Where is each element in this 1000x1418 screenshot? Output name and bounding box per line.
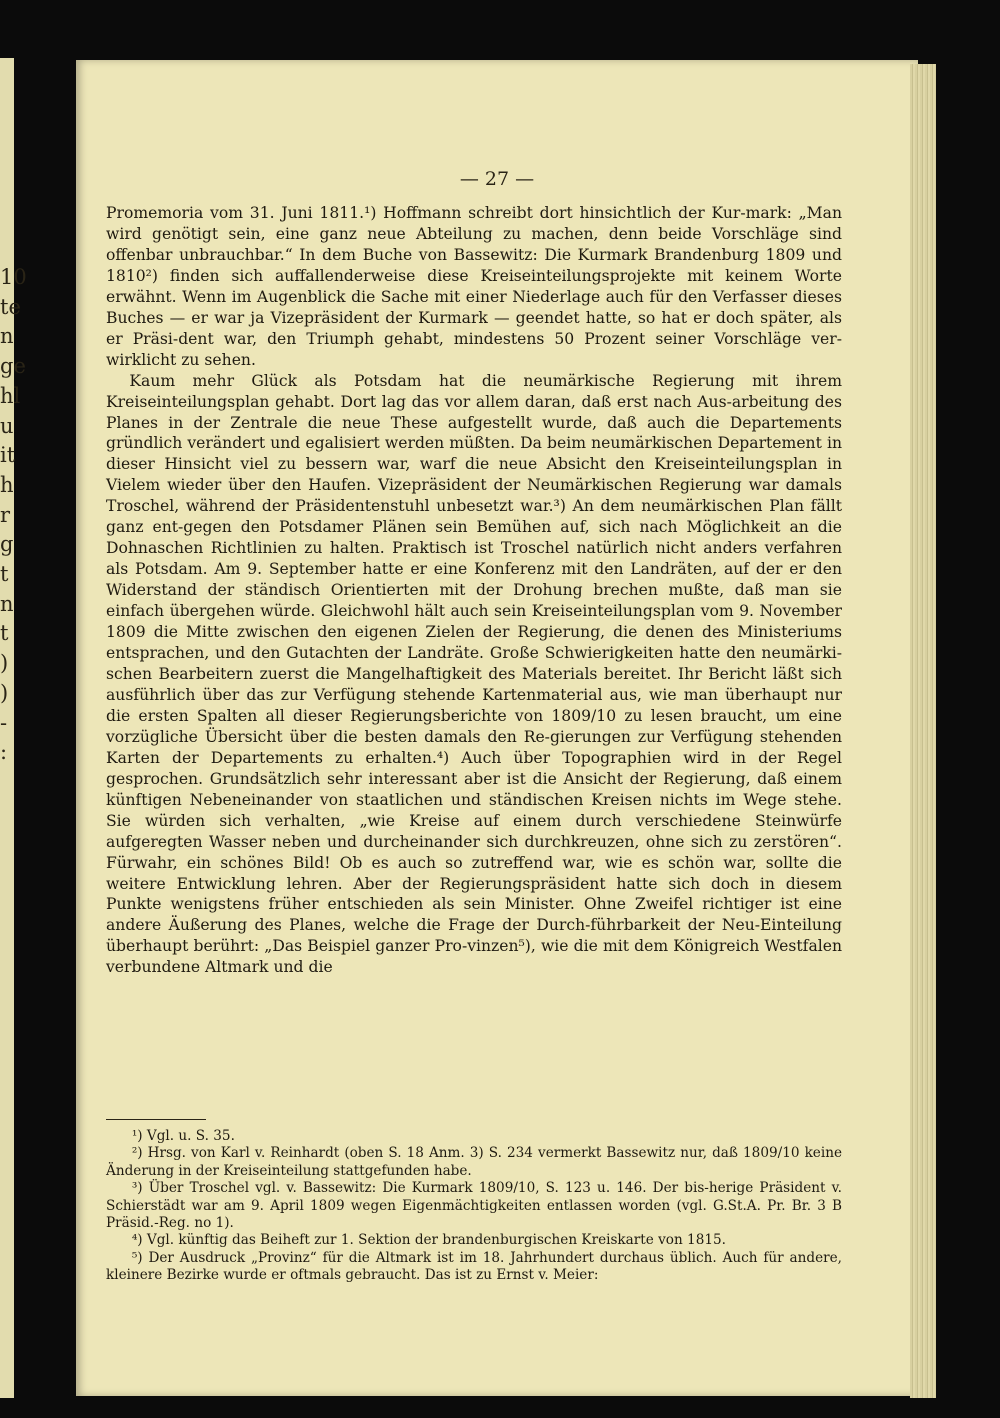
footnote-3: ³) Über Troschel vgl. v. Bassewitz: Die Kurmark 1809/10, S. 123 u. 146. Der bis-herige Präsident v. Schierstädt war am 9. April 1809 wegen Eigenmächtigkeiten entlassen worden (vgl. G.St.A. Pr. Br. 3 B Präsid.-Reg. no 1). (106, 1180, 842, 1232)
paragraph-1: Promemoria vom 31. Juni 1811.¹) Hoffmann schreibt dort hinsichtlich der Kur-mark: „Man wird genötigt sein, eine ganz neue Abteilung zu machen, denn beide Vorschläge sind offenbar unbrauchbar.“ In dem Buche von Bassewitz: Die Kurmark Brandenburg 1809 und 1810²) finden sich auffallenderweise diese Kreiseinteilungsprojekte mit keinem Worte erwähnt. Wenn im Augenblick die Sache mit einer Niederlage auch für den Verfasser dieses Buches — er war ja Vizepräsident der Kurmark — geendet hatte, so hat er doch später, als er Präsi-dent war, den Triumph gehabt, mindestens 50 Prozent seiner Vorschläge ver-wirklicht zu sehen. (106, 204, 842, 369)
footnote-5: ⁵) Der Ausdruck „Provinz“ für die Altmark ist im 18. Jahrhundert durchaus üblich. Auch für andere, kleinere Bezirke wurde er oftmals gebraucht. Das ist zu Ernst v. Meier: (106, 1249, 842, 1284)
footnote-separator (106, 1119, 206, 1120)
footnote-4: ⁴) Vgl. künftig das Beiheft zur 1. Sektion der brandenburgischen Kreiskarte von 1815. (131, 1232, 726, 1249)
paragraph-2: Kaum mehr Glück als Potsdam hat die neumärkische Regierung mit ihrem Kreiseinteilungsplan gehabt. Dort lag das vor allem daran, daß erst nach Aus-arbeitung des Planes in der Zentrale die neue These aufgestellt wurde, daß auch die Departements gründlich verändert und egalisiert werden müßten. Da beim neumärkischen Departement in dieser Hinsicht viel zu bessern war, warf die neue Absicht den Kreiseinteilungsplan in Vielem wieder über den Haufen. Vizepräsident der Neumärkischen Regierung war damals Troschel, während der Präsidentenstuhl unbesetzt war.³) An dem neumärkischen Plan fällt ganz ent-gegen den Potsdamer Plänen sein Bemühen auf, sich nach Möglichkeit an die Dohnaschen Richtlinien zu halten. Praktisch ist Troschel natürlich nicht anders verfahren als Potsdam. Am 9. September hatte er eine Konferenz mit den Landräten, auf der er den Widerstand der ständisch Orientierten mit der Drohung brechen mußte, daß man sie einfach übergehen würde. Gleichwohl hält auch sein Kreiseinteilungsplan vom 9. November 1809 die Mitte zwischen den eigenen Zielen der Regierung, die denen des Ministeriums entsprachen, und den Gutachten der Landräte. Große Schwierigkeiten hatte den neumärki-schen Bearbeitern zuerst die Mangelhaftigkeit des Materials bereitet. Ihr Bericht läßt sich ausführlich über das zur Verfügung stehende Kartenmaterial aus, wie man überhaupt nur die ersten Spalten all dieser Regierungsberichte von 1809/10 zu lesen braucht, um eine vorzügliche Übersicht über die besten damals den Re-gierungen zur Verfügung stehenden Karten der Departements zu erhalten.⁴) Auch über Topographien wird in der Regel gesprochen. Grundsätzlich sehr interessant aber ist die Ansicht der Regierung, daß einem künftigen Nebeneinander von staatlichen und ständischen Kreisen nichts im Wege stehe. Sie würden sich verhalten, „wie Kreise auf einem durch verschiedene Steinwürfe aufgeregten Wasser neben und durcheinander sich durchkreuzen, ohne sich zu zerstören“. Fürwahr, ein schönes Bild! Ob es auch so zutreffend war, wie es schön war, sollte die weitere Entwicklung lehren. Aber der Regierungspräsident hatte sich doch in diesem Punkte wenigstens früher entschieden als sein Minister. Ohne Zweifel richtiger ist eine andere Äußerung des Planes, welche die Frage der Durch-führbarkeit der Neu-Einteilung überhaupt berührt: „Das Beispiel ganzer Pro-vinzen⁵), wie die mit dem Königreich Westfalen verbundene Altmark und die (106, 371, 842, 977)
facing-page-text-fragments: 10 te n ge hl u it h r g t n t ) ) - : (0, 265, 27, 765)
footnote-1: ¹) Vgl. u. S. 35. (131, 1128, 235, 1144)
facing-page-edge (0, 58, 27, 1398)
footnote-2: ²) Hrsg. von Karl v. Reinhardt (oben S. 18 Anm. 3) S. 234 vermerkt Bassewitz nur, daß 1809/10 keine Änderung in der Kreiseinteilung stattgefunden habe. (106, 1145, 842, 1179)
main-text (106, 203, 842, 978)
book-page (76, 60, 918, 1396)
footnotes (106, 1128, 842, 1285)
page-number: — 27 — (459, 168, 535, 190)
page-stack-edge (910, 64, 936, 1398)
